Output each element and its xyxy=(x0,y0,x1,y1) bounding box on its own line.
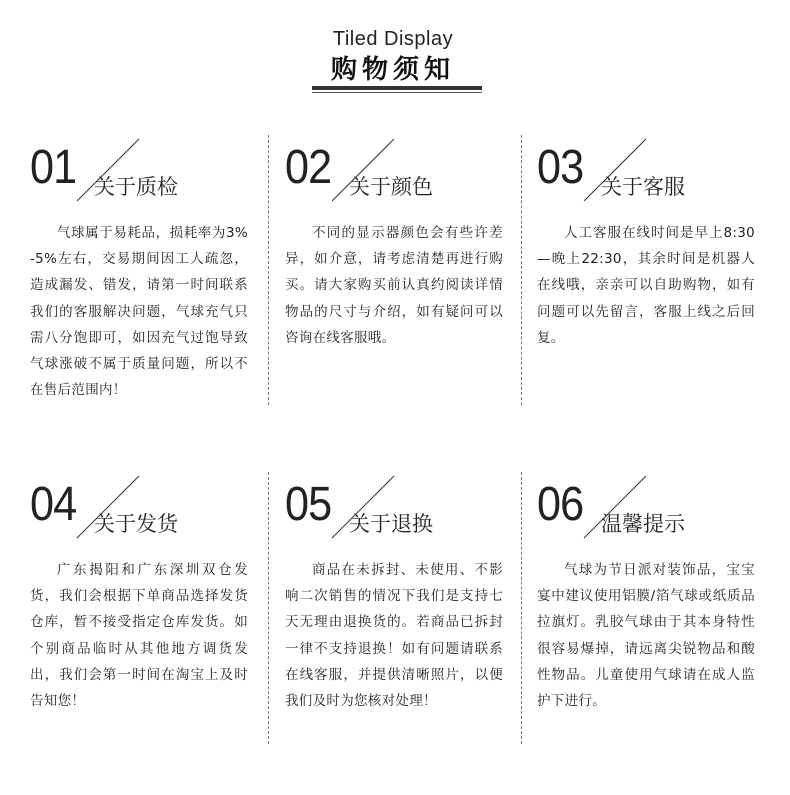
page-subtitle: Tiled Display xyxy=(332,28,454,50)
card-title: 关于质检 xyxy=(94,175,178,199)
card-body: 不同的显示器颜色会有些许差异，如介意，请考虑清楚再进行购买。请大家购买前认真约阅读详情物品的尺寸与介绍，如有疑问可以咨询在线客服哦。 xyxy=(285,225,503,346)
card-title: 关于颜色 xyxy=(349,175,433,199)
column-divider xyxy=(268,135,269,405)
page-header xyxy=(0,26,790,86)
card-number: 01 xyxy=(30,141,77,194)
card-number: 04 xyxy=(30,478,77,531)
card-number: 06 xyxy=(537,478,584,531)
card-number: 02 xyxy=(285,141,332,194)
page-title: 购物须知 xyxy=(330,55,455,85)
column-divider xyxy=(521,472,522,744)
column-divider xyxy=(268,472,269,744)
card-title: 温馨提示 xyxy=(601,512,685,536)
card-title: 关于客服 xyxy=(601,175,685,199)
card-body: 广东揭阳和广东深圳双仓发货，我们会根据下单商品选择发货仓库，暂不接受指定仓库发货。如个别商品临时从其他地方调货发出，我们会第一时间在淘宝上及时告知您！ xyxy=(30,562,248,710)
card-title: 关于发货 xyxy=(94,512,178,536)
card-body: 商品在未拆封、未使用、不影响二次销售的情况下我们是支持七天无理由退换货的。若商品已拆封一律不支持退换！如有问题请联系在线客服，并提供清晰照片，以便我们及时为您核对处理！ xyxy=(285,562,503,710)
card-number: 03 xyxy=(537,141,584,194)
column-divider xyxy=(521,135,522,405)
title-underline-thick xyxy=(312,86,482,90)
card-body: 气球属于易耗品，损耗率为3%-5%左右，交易期间因工人疏忽，造成漏发、错发，请第一时间联系我们的客服解决问题，气球充气只需八分饱即可，如因充气过饱导致气球涨破不属于质量问题，所以不在售后范围内！ xyxy=(30,225,248,399)
card-body: 人工客服在线时间是早上8:30—晚上22:30，其余时间是机器人在线哦，亲亲可以自助购物，如有问题可以先留言，客服上线之后回复。 xyxy=(537,225,755,346)
title-underline-thin xyxy=(312,92,482,93)
card-body: 气球为节日派对装饰品，宝宝宴中建议使用铝膜/箔气球或纸质品拉旗灯。乳胶气球由于其本身特性很容易爆掉，请远离尖锐物品和酸性物品。儿童使用气球请在成人监护下进行。 xyxy=(537,562,755,710)
card-title: 关于退换 xyxy=(349,512,433,536)
card-number: 05 xyxy=(285,478,332,531)
